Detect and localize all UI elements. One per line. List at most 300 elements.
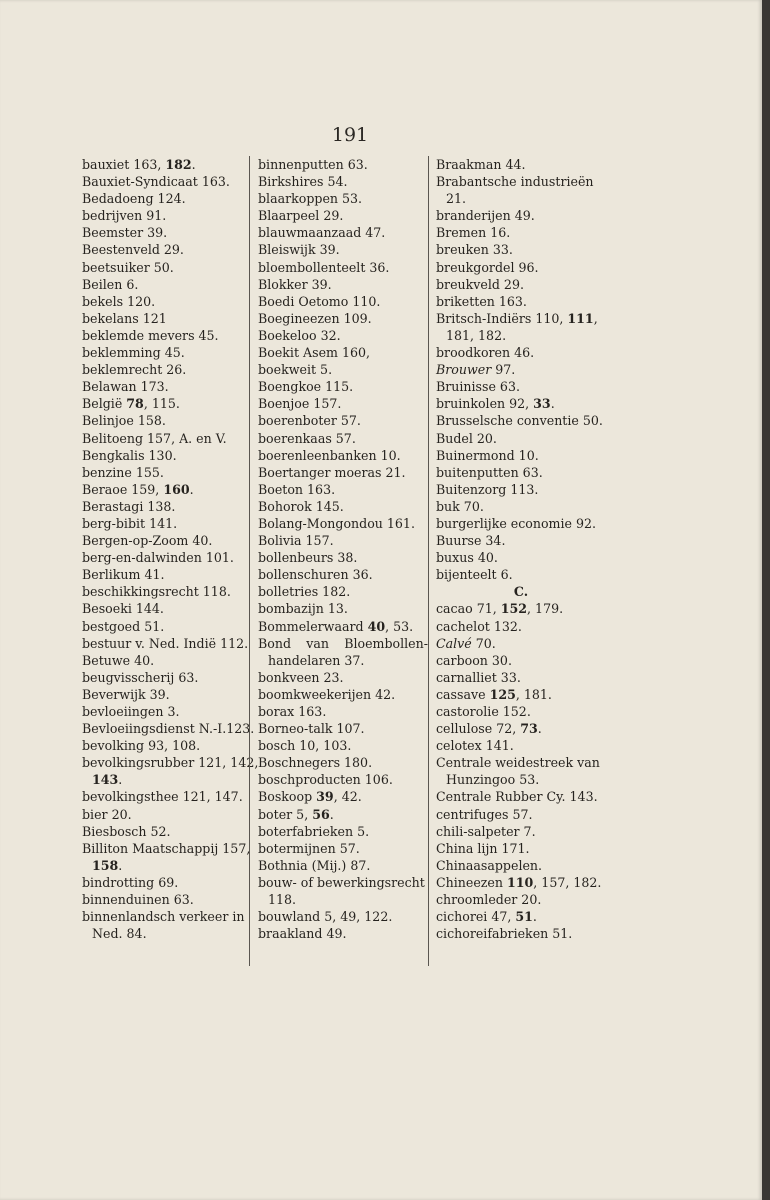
index-entry (258, 310, 428, 327)
index-text: Beilen 6. (82, 276, 139, 292)
index-text: bosch 10, 103. (258, 738, 352, 754)
index-entry (258, 874, 428, 891)
index-text: 97. (491, 362, 516, 378)
index-entry (436, 447, 606, 464)
index-text: Braakman 44. (436, 157, 526, 172)
index-term-italic: Brouwer (436, 362, 492, 378)
index-entry (82, 224, 250, 241)
index-text: cachelot 132. (436, 618, 522, 634)
index-entry (258, 515, 428, 532)
index-text: Bergen-op-Zoom 40. (82, 533, 213, 549)
index-entry (82, 823, 250, 840)
index-entry (436, 259, 606, 276)
index-text: branderijen 49. (436, 208, 535, 224)
index-entry-continuation (82, 925, 250, 942)
index-text: 70. (471, 635, 496, 651)
index-text: Beraoe 159, (82, 481, 164, 497)
index-entry (82, 720, 255, 737)
index-text: breukgordel 96. (436, 259, 539, 275)
index-text: buitenputten 63. (436, 464, 543, 480)
index-entry (82, 908, 250, 925)
index-text: . (532, 909, 537, 925)
index-text: carnalliet 33. (436, 669, 521, 685)
index-entry (258, 737, 428, 754)
index-text: castorolie 152. (436, 704, 531, 719)
index-entry (258, 908, 428, 925)
index-text: boomkweekerijen 42. (258, 686, 396, 702)
index-entry (82, 635, 250, 652)
index-text: Bruinisse 63. (436, 379, 520, 395)
index-entry (258, 173, 428, 190)
index-text: Bolivia 157. (258, 533, 334, 549)
index-text: . (118, 857, 123, 873)
index-page-bold: 40 (367, 618, 386, 634)
index-entry (82, 207, 250, 224)
index-entry (436, 652, 606, 669)
index-entry (82, 430, 250, 447)
index-entry (436, 464, 606, 481)
index-entry-continuation (258, 891, 428, 908)
index-text: , 115. (143, 396, 180, 412)
index-entry (258, 224, 428, 241)
index-text: Centrale weidestreek van (436, 755, 600, 771)
index-text: Blokker 39. (258, 276, 332, 292)
index-entry (436, 515, 606, 532)
index-text: chili-salpeter 7. (436, 823, 536, 839)
index-entry (258, 600, 428, 617)
index-word: Bloembollen- (344, 635, 428, 651)
index-entry (82, 481, 250, 498)
index-entry (436, 293, 606, 310)
index-text: Buurse 34. (436, 533, 506, 549)
index-entry (258, 293, 428, 310)
index-entry (82, 361, 250, 378)
index-entry (82, 583, 250, 600)
index-entry-continuation (82, 857, 250, 874)
index-entry (258, 583, 428, 600)
index-entry (82, 532, 250, 549)
index-text: Bengkalis 130. (82, 447, 177, 463)
index-text: Biesbosch 52. (82, 823, 171, 839)
index-text: , 181. (515, 686, 552, 702)
index-entry (436, 241, 606, 258)
index-entry (258, 447, 428, 464)
index-entry-continuation (258, 652, 428, 669)
index-page-bold: 111 (567, 310, 594, 326)
index-entry (82, 549, 250, 566)
index-text: Besoeki 144. (82, 601, 164, 617)
index-text: beschikkingsrecht 118. (82, 584, 231, 600)
index-text: . (189, 481, 194, 497)
index-entry (82, 464, 250, 481)
index-text: blaarkoppen 53. (258, 191, 363, 207)
index-text: carboon 30. (436, 652, 512, 668)
index-entry (436, 686, 606, 703)
index-text: bestgoed 51. (82, 618, 165, 634)
index-entry (436, 635, 606, 652)
index-entry-continuation (82, 771, 250, 788)
index-entry (82, 703, 250, 720)
index-text: boekweit 5. (258, 362, 333, 378)
index-entry (82, 412, 250, 429)
index-page-bold: 73 (520, 721, 538, 737)
index-text: Boegineezen 109. (258, 310, 372, 326)
index-text: Billiton Maatschappij 157, (82, 840, 251, 856)
index-text: burgerlijke economie 92. (436, 515, 597, 531)
index-text: boterfabrieken 5. (258, 823, 370, 839)
index-entry (258, 788, 428, 805)
index-text: bruinkolen 92, (436, 396, 534, 412)
index-entry (258, 618, 428, 635)
index-entry (82, 310, 250, 327)
index-text: bombazijn 13. (258, 601, 348, 617)
index-entry (82, 737, 250, 754)
index-text: 118. (268, 892, 297, 908)
index-entry (436, 344, 606, 361)
index-entry (258, 857, 428, 874)
index-text: boschproducten 106. (258, 772, 393, 788)
index-entry (436, 788, 606, 805)
index-word: van (306, 635, 329, 651)
index-entry (258, 395, 428, 412)
index-text: beklemrecht 26. (82, 362, 187, 378)
index-text: Bedadoeng 124. (82, 191, 186, 207)
index-text: Bauxiet-Syndicaat 163. (82, 174, 230, 190)
index-text: Beemster 39. (82, 225, 168, 241)
index-entry (436, 395, 606, 412)
index-text: handelaren 37. (268, 652, 365, 668)
index-entry (258, 840, 428, 857)
index-text: Brusselsche conventie 50. (436, 413, 603, 429)
index-entry (436, 156, 606, 173)
index-text: bonkveen 23. (258, 669, 344, 685)
index-text: beetsuiker 50. (82, 259, 174, 275)
index-text: bloembollenteelt 36. (258, 259, 390, 275)
index-text: buk 70. (436, 498, 484, 514)
index-entry (258, 344, 428, 361)
index-text: , (593, 310, 598, 326)
index-column-2 (258, 156, 428, 942)
index-entry (258, 771, 428, 788)
index-entry (82, 293, 250, 310)
index-entry (82, 840, 250, 857)
index-page-bold: 78 (126, 396, 144, 412)
index-page-bold: 143 (92, 772, 119, 788)
index-entry (258, 207, 428, 224)
index-entry (82, 618, 250, 635)
index-entry (258, 686, 428, 703)
index-entry (436, 720, 606, 737)
index-entry (436, 276, 606, 293)
index-text: bollenschuren 36. (258, 567, 373, 583)
index-text: cichoreifabrieken 51. (436, 926, 573, 942)
index-entry (436, 806, 606, 823)
index-entry (258, 378, 428, 395)
index-entry (258, 156, 428, 173)
index-text: celotex 141. (436, 738, 514, 754)
index-entry (82, 498, 250, 515)
index-page-bold: 56 (312, 806, 330, 822)
index-text: , 157, 182. (533, 874, 602, 890)
index-entry (258, 754, 428, 771)
index-entry (436, 823, 606, 840)
index-text: bier 20. (82, 806, 132, 822)
index-text: boerenboter 57. (258, 413, 361, 429)
index-text: Bohorok 145. (258, 498, 344, 514)
index-entry (82, 156, 250, 173)
index-text: . (550, 396, 555, 412)
index-entry (82, 395, 250, 412)
index-text: Bevloeiingsdienst N.-I.123. (82, 721, 255, 737)
index-text: boter 5, (258, 806, 313, 822)
index-entry (82, 241, 250, 258)
index-text: beklemming 45. (82, 345, 185, 361)
index-text: chroomleder 20. (436, 892, 542, 908)
index-entry (258, 481, 428, 498)
index-entry (258, 549, 428, 566)
index-text: Beestenveld 29. (82, 242, 184, 258)
index-text: Centrale Rubber Cy. 143. (436, 789, 598, 805)
index-text: Bolang-Mongondou 161. (258, 515, 415, 531)
index-entry (436, 173, 606, 190)
column-divider (428, 156, 429, 966)
index-text: cellulose 72, (436, 721, 521, 737)
index-text: Belinjoe 158. (82, 413, 166, 429)
index-text: Bothnia (Mij.) 87. (258, 857, 371, 873)
index-text: Hunzingoo 53. (446, 772, 540, 788)
index-text: bindrotting 69. (82, 874, 179, 890)
index-text: Boekit Asem 160, (258, 345, 371, 361)
index-entry (436, 857, 606, 874)
index-text: Boschnegers 180. (258, 755, 373, 771)
section-letter (436, 583, 606, 600)
index-text: Boekeloo 32. (258, 327, 341, 343)
index-entry (82, 276, 250, 293)
index-text: Belitoeng 157, A. en V. (82, 430, 227, 446)
index-entry-continuation (436, 327, 606, 344)
index-text: broodkoren 46. (436, 345, 535, 361)
index-entry (436, 840, 606, 857)
index-text: bouw- of bewerkingsrecht (258, 874, 425, 890)
index-text: Buitenzorg 113. (436, 481, 539, 497)
index-text: Berastagi 138. (82, 498, 176, 514)
index-entry (436, 891, 606, 908)
index-entry (436, 618, 606, 635)
index-entry (82, 173, 250, 190)
index-entry (82, 515, 250, 532)
index-page-bold: 160 (163, 481, 190, 497)
index-page-bold: 152 (500, 601, 528, 617)
index-text: berg-bibit 141. (82, 515, 178, 531)
index-entry (436, 481, 606, 498)
index-text: . (329, 806, 334, 822)
index-text: Buinermond 10. (436, 447, 539, 463)
index-text: benzine 155. (82, 464, 164, 480)
index-text: 181, 182. (446, 327, 507, 343)
index-text: Belawan 173. (82, 379, 169, 395)
index-column-1 (82, 156, 259, 942)
index-text: binnenlandsch verkeer in (82, 909, 245, 925)
index-entry (82, 190, 250, 207)
index-text: Boenjoe 157. (258, 396, 342, 412)
index-entry (258, 498, 428, 515)
index-text: blauwmaanzaad 47. (258, 225, 386, 241)
index-text: Boskoop (258, 789, 317, 805)
index-text: buxus 40. (436, 550, 498, 566)
index-entry (258, 412, 428, 429)
index-text: Chinaasappelen. (436, 857, 543, 873)
index-text: Boertanger moeras 21. (258, 464, 406, 480)
index-entry (258, 327, 428, 344)
index-text: , 42. (333, 789, 362, 805)
index-text: Berlikum 41. (82, 567, 165, 583)
index-page-bold: 51 (515, 909, 533, 925)
index-text: Boeton 163. (258, 481, 336, 497)
index-entry (82, 259, 250, 276)
index-entry (436, 498, 606, 515)
index-entry (82, 652, 250, 669)
index-entry (258, 703, 428, 720)
index-entry (436, 600, 606, 617)
index-text: binnenduinen 63. (82, 892, 194, 908)
index-entry-continuation (436, 771, 606, 788)
index-entry (82, 378, 250, 395)
index-entry (258, 566, 428, 583)
column-divider (249, 156, 250, 966)
index-word: Bond (258, 635, 292, 651)
index-text: bevolkingsthee 121, 147. (82, 789, 243, 805)
index-text: Blaarpeel 29. (258, 208, 344, 224)
index-entry (436, 378, 606, 395)
index-text: beklemde mevers 45. (82, 327, 219, 343)
index-text: bekels 120. (82, 293, 156, 309)
index-text: cacao 71, (436, 601, 501, 617)
index-entry (258, 823, 428, 840)
index-text: Borneo-talk 107. (258, 721, 365, 737)
index-entry (436, 310, 606, 327)
index-text: bolletries 182. (258, 584, 351, 600)
index-text: binnenputten 63. (258, 157, 368, 172)
index-entry (82, 754, 259, 771)
index-page-bold: 158 (92, 857, 119, 873)
index-page-bold: 125 (489, 686, 516, 702)
index-column-3 (436, 156, 606, 942)
index-text: . (537, 721, 542, 737)
index-text: 21. (446, 191, 467, 207)
index-text: . (191, 157, 196, 172)
index-text: bestuur v. Ned. Indië 112. (82, 635, 249, 651)
index-entry (82, 874, 250, 891)
index-text: beugvisscherij 63. (82, 669, 199, 685)
index-entry (436, 754, 606, 771)
index-text: , 179. (527, 601, 564, 617)
index-text: Budel 20. (436, 430, 497, 446)
index-text: Britsch-Indiërs 110, (436, 310, 568, 326)
index-text: China lijn 171. (436, 840, 530, 856)
index-text: C. (513, 584, 529, 600)
index-text: bauxiet 163, (82, 157, 166, 172)
index-text: bollenbeurs 38. (258, 550, 358, 566)
index-text: Beverwijk 39. (82, 686, 170, 702)
index-entry (82, 344, 250, 361)
index-text: breukveld 29. (436, 276, 524, 292)
index-text: cichorei 47, (436, 909, 516, 925)
index-text: bevolkingsrubber 121, 142, (82, 755, 259, 771)
index-text: briketten 163. (436, 293, 527, 309)
index-page-bold: 33 (533, 396, 551, 412)
index-text: Boedi Oetomo 110. (258, 293, 381, 309)
index-text: braakland 49. (258, 926, 347, 942)
index-text: cassave (436, 686, 490, 702)
index-entry (258, 806, 428, 823)
index-term-italic: Calvé (436, 635, 472, 651)
index-text: bevloeiingen 3. (82, 704, 180, 719)
index-entry (82, 327, 250, 344)
index-text: Boengkoe 115. (258, 379, 354, 395)
index-text: Bommelerwaard (258, 618, 368, 634)
index-entry-continuation (436, 190, 606, 207)
index-entry (82, 669, 250, 686)
index-text: . (118, 772, 123, 788)
index-text: Ned. 84. (92, 926, 147, 942)
index-entry (258, 190, 428, 207)
index-text: bouwland 5, 49, 122. (258, 909, 393, 925)
index-entry (82, 788, 250, 805)
index-text: bekelans 121 (82, 310, 167, 326)
index-text: Birkshires 54. (258, 174, 348, 190)
index-text: bedrijven 91. (82, 208, 167, 224)
index-text: breuken 33. (436, 242, 513, 258)
index-entry (436, 207, 606, 224)
index-entry (258, 276, 428, 293)
index-entry (436, 412, 606, 429)
index-entry (258, 635, 428, 652)
index-text: Betuwe 40. (82, 652, 155, 668)
index-text: Bremen 16. (436, 225, 511, 241)
index-text: boerenleenbanken 10. (258, 447, 401, 463)
index-entry (436, 566, 606, 583)
index-entry (82, 566, 250, 583)
index-entry (258, 241, 428, 258)
index-entry (436, 430, 606, 447)
index-entry (436, 737, 606, 754)
index-text: botermijnen 57. (258, 840, 360, 856)
index-entry (258, 669, 428, 686)
index-entry (258, 430, 428, 447)
index-page-bold: 182 (165, 157, 192, 172)
index-entry (436, 874, 606, 891)
index-entry (436, 549, 606, 566)
index-entry (436, 669, 606, 686)
index-text: bijenteelt 6. (436, 567, 513, 583)
index-entry (82, 806, 250, 823)
index-page-bold: 110 (507, 874, 534, 890)
index-text: borax 163. (258, 704, 327, 719)
index-entry (436, 224, 606, 241)
index-entry (82, 447, 250, 464)
index-text: centrifuges 57. (436, 806, 533, 822)
index-entry (82, 686, 250, 703)
index-entry (82, 600, 250, 617)
index-entry (258, 361, 428, 378)
index-entry (258, 464, 428, 481)
index-text: , 53. (385, 618, 414, 634)
index-entry (436, 925, 606, 942)
index-entry (82, 891, 250, 908)
index-entry (258, 720, 428, 737)
index-entry (436, 532, 606, 549)
index-entry (258, 259, 428, 276)
